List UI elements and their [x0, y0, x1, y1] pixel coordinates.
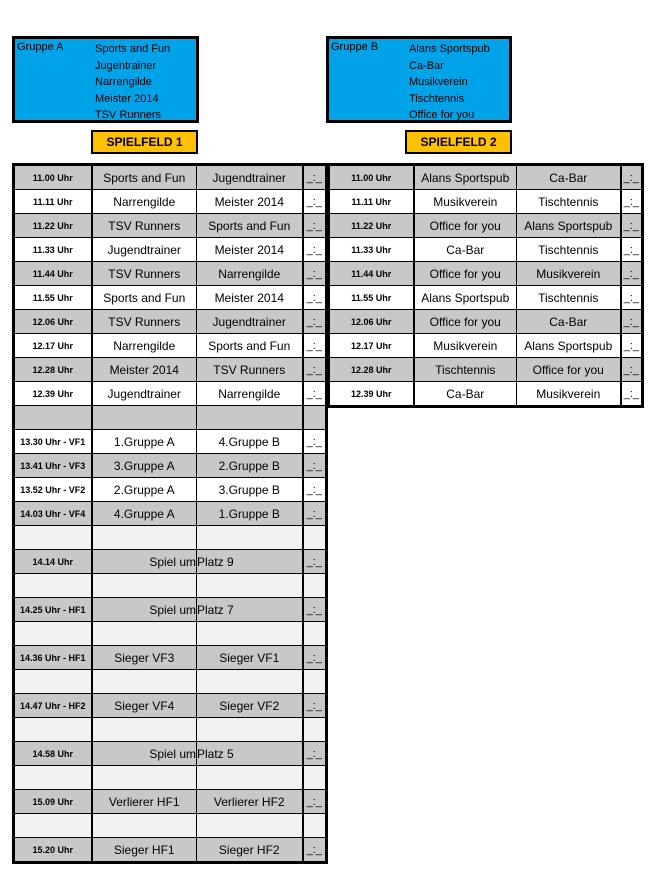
team-1: Narrengilde [92, 334, 197, 358]
empty-cell [303, 814, 327, 838]
score-cell: _:_ [621, 286, 643, 310]
match-row [329, 214, 643, 238]
match-row [14, 478, 327, 502]
team-2: 3.Gruppe B [197, 478, 303, 502]
team-2: 2.Gruppe B [197, 454, 303, 478]
match-time: 12.28 Uhr [14, 358, 92, 382]
match-time: 15.20 Uhr [14, 838, 92, 863]
match-row [329, 262, 643, 286]
score-cell: _:_ [303, 334, 327, 358]
match-time: 12.17 Uhr [14, 334, 92, 358]
match-time: 13.52 Uhr - VF2 [14, 478, 92, 502]
team-2: Tischtennis [517, 238, 621, 262]
team-1: Jugendtrainer [92, 382, 197, 406]
match-time: 12.39 Uhr [14, 382, 92, 406]
match-time: 13.30 Uhr - VF1 [14, 430, 92, 454]
team-1: Verlierer HF1 [92, 790, 197, 814]
team-1: 2.Gruppe A [92, 478, 197, 502]
empty-row [14, 406, 327, 430]
match-row [14, 790, 327, 814]
group-b-team: Musikverein [409, 76, 468, 89]
team-1: Sieger VF4 [92, 694, 197, 718]
team-2: Sieger VF2 [197, 694, 303, 718]
group-a-box [12, 36, 199, 123]
match-row [329, 382, 643, 407]
empty-cell [92, 526, 197, 550]
score-cell: _:_ [621, 165, 643, 190]
match-time: 11.44 Uhr [329, 262, 414, 286]
match-time: 12.06 Uhr [14, 310, 92, 334]
team-2: Verlierer HF2 [197, 790, 303, 814]
team-1: TSV Runners [92, 310, 197, 334]
team-2: Narrengilde [197, 262, 303, 286]
score-cell: _:_ [303, 598, 327, 622]
score-cell: _:_ [303, 478, 327, 502]
score-cell: _:_ [303, 382, 327, 406]
team-1: Spiel um [92, 598, 197, 622]
match-time: 11.11 Uhr [329, 190, 414, 214]
team-2: Alans Sportspub [517, 334, 621, 358]
team-1: Office for you [414, 214, 517, 238]
empty-cell [197, 814, 303, 838]
match-row [14, 430, 327, 454]
team-2: Narrengilde [197, 382, 303, 406]
empty-cell [303, 766, 327, 790]
score-cell: _:_ [303, 165, 327, 190]
team-1: 3.Gruppe A [92, 454, 197, 478]
team-1: TSV Runners [92, 214, 197, 238]
score-cell: _:_ [303, 550, 327, 574]
empty-cell [303, 622, 327, 646]
team-1: Meister 2014 [92, 358, 197, 382]
group-a-team: Meister 2014 [95, 92, 159, 105]
match-row [14, 550, 327, 574]
team-1: Spiel um [92, 550, 197, 574]
group-a-team: Narrengilde [95, 76, 152, 89]
score-cell: _:_ [303, 214, 327, 238]
team-2: Tischtennis [517, 190, 621, 214]
team-2: Meister 2014 [197, 238, 303, 262]
field-1-schedule [12, 163, 328, 864]
match-row [14, 190, 327, 214]
match-time: 14.47 Uhr - HF2 [14, 694, 92, 718]
score-cell: _:_ [621, 382, 643, 407]
empty-cell [14, 670, 92, 694]
score-cell: _:_ [621, 358, 643, 382]
match-time: 14.58 Uhr [14, 742, 92, 766]
match-row [14, 598, 327, 622]
match-time: 11.11 Uhr [14, 190, 92, 214]
empty-cell [197, 622, 303, 646]
team-1: Jugendtrainer [92, 238, 197, 262]
empty-row [14, 814, 327, 838]
match-time: 11.00 Uhr [329, 165, 414, 190]
score-cell: _:_ [621, 190, 643, 214]
score-cell: _:_ [303, 262, 327, 286]
score-cell: _:_ [621, 214, 643, 238]
match-row [329, 238, 643, 262]
match-time: 11.00 Uhr [14, 165, 92, 190]
team-2: Musikverein [517, 262, 621, 286]
empty-cell [92, 766, 197, 790]
team-2: Sports and Fun [197, 214, 303, 238]
empty-cell [92, 574, 197, 598]
empty-cell [303, 406, 327, 430]
team-1: Musikverein [414, 334, 517, 358]
group-a-teams [95, 41, 170, 124]
match-time: 11.33 Uhr [329, 238, 414, 262]
match-row [14, 165, 327, 190]
group-b-team: Ca-Bar [409, 59, 444, 72]
score-cell: _:_ [303, 286, 327, 310]
team-2: Meister 2014 [197, 190, 303, 214]
team-2: Ca-Bar [517, 165, 621, 190]
match-time: 11.22 Uhr [329, 214, 414, 238]
team-1: Sieger VF3 [92, 646, 197, 670]
team-2: Alans Sportspub [517, 214, 621, 238]
empty-cell [197, 766, 303, 790]
team-2: Sieger HF2 [197, 838, 303, 863]
team-2: Office for you [517, 358, 621, 382]
team-2: Platz 9 [197, 550, 303, 574]
empty-cell [14, 718, 92, 742]
team-1: 4.Gruppe A [92, 502, 197, 526]
team-1: Office for you [414, 310, 517, 334]
match-row [14, 358, 327, 382]
score-cell: _:_ [303, 310, 327, 334]
score-cell: _:_ [303, 646, 327, 670]
match-row [329, 334, 643, 358]
match-row [14, 454, 327, 478]
score-cell: _:_ [303, 430, 327, 454]
match-row [14, 238, 327, 262]
empty-cell [197, 406, 303, 430]
empty-cell [14, 526, 92, 550]
match-time: 11.55 Uhr [329, 286, 414, 310]
match-row [14, 838, 327, 863]
match-row [329, 190, 643, 214]
match-time: 12.28 Uhr [329, 358, 414, 382]
group-a-team: Sports and Fun [95, 43, 171, 55]
group-b-team: Office for you [409, 109, 475, 122]
score-cell: _:_ [303, 694, 327, 718]
empty-cell [92, 814, 197, 838]
group-a-name: Gruppe A [17, 41, 64, 53]
match-time: 12.39 Uhr [329, 382, 414, 407]
match-row [329, 286, 643, 310]
empty-cell [92, 718, 197, 742]
team-1: Narrengilde [92, 190, 197, 214]
empty-cell [303, 718, 327, 742]
score-cell: _:_ [303, 190, 327, 214]
match-row [14, 286, 327, 310]
match-row [14, 502, 327, 526]
team-1: Ca-Bar [414, 382, 517, 407]
score-cell: _:_ [621, 334, 643, 358]
team-1: Ca-Bar [414, 238, 517, 262]
match-row [14, 382, 327, 406]
match-row [14, 310, 327, 334]
match-row [14, 214, 327, 238]
field-2-label: SPIELFELD 2 [405, 130, 512, 154]
team-1: Sports and Fun [92, 286, 197, 310]
match-time: 15.09 Uhr [14, 790, 92, 814]
group-b-box [326, 36, 512, 123]
empty-cell [197, 526, 303, 550]
match-time: 12.06 Uhr [329, 310, 414, 334]
match-time: 11.33 Uhr [14, 238, 92, 262]
match-row [14, 742, 327, 766]
group-b-team: Alans Sportspub [409, 43, 490, 55]
team-2: TSV Runners [197, 358, 303, 382]
match-time: 11.44 Uhr [14, 262, 92, 286]
team-1: Tischtennis [414, 358, 517, 382]
group-b-teams [409, 41, 490, 124]
empty-cell [303, 574, 327, 598]
score-cell: _:_ [303, 502, 327, 526]
score-cell: _:_ [303, 838, 327, 863]
team-1: TSV Runners [92, 262, 197, 286]
empty-cell [197, 718, 303, 742]
match-row [14, 262, 327, 286]
match-time: 14.36 Uhr - HF1 [14, 646, 92, 670]
team-2: Tischtennis [517, 286, 621, 310]
empty-cell [197, 670, 303, 694]
team-1: Alans Sportspub [414, 165, 517, 190]
match-time: 11.55 Uhr [14, 286, 92, 310]
empty-cell [92, 670, 197, 694]
empty-cell [197, 574, 303, 598]
score-cell: _:_ [621, 238, 643, 262]
empty-row [14, 622, 327, 646]
empty-cell [92, 622, 197, 646]
team-1: Musikverein [414, 190, 517, 214]
team-1: 1.Gruppe A [92, 430, 197, 454]
team-2: Sieger VF1 [197, 646, 303, 670]
empty-row [14, 670, 327, 694]
team-1: Office for you [414, 262, 517, 286]
match-time: 14.25 Uhr - HF1 [14, 598, 92, 622]
match-time: 14.03 Uhr - VF4 [14, 502, 92, 526]
team-2: 1.Gruppe B [197, 502, 303, 526]
group-a-team: Jugentrainer [95, 59, 157, 72]
score-cell: _:_ [303, 742, 327, 766]
score-cell: _:_ [621, 310, 643, 334]
team-2: Sports and Fun [197, 334, 303, 358]
team-2: Ca-Bar [517, 310, 621, 334]
group-b-name: Gruppe B [331, 41, 379, 53]
field-1-label: SPIELFELD 1 [91, 130, 198, 154]
empty-cell [303, 670, 327, 694]
match-row [329, 165, 643, 190]
team-2: Jugendtrainer [197, 310, 303, 334]
match-time: 12.17 Uhr [329, 334, 414, 358]
empty-cell [14, 406, 92, 430]
score-cell: _:_ [303, 238, 327, 262]
empty-cell [14, 814, 92, 838]
group-a-team: TSV Runners [95, 109, 162, 122]
empty-cell [303, 526, 327, 550]
empty-cell [92, 406, 197, 430]
empty-row [14, 526, 327, 550]
match-row [14, 334, 327, 358]
team-1: Spiel um [92, 742, 197, 766]
team-2: Musikverein [517, 382, 621, 407]
empty-row [14, 766, 327, 790]
match-row [329, 358, 643, 382]
match-row [14, 646, 327, 670]
score-cell: _:_ [303, 454, 327, 478]
team-2: 4.Gruppe B [197, 430, 303, 454]
score-cell: _:_ [303, 790, 327, 814]
empty-cell [14, 574, 92, 598]
team-2: Meister 2014 [197, 286, 303, 310]
empty-cell [14, 766, 92, 790]
match-row [329, 310, 643, 334]
team-1: Alans Sportspub [414, 286, 517, 310]
team-2: Platz 7 [197, 598, 303, 622]
team-2: Platz 5 [197, 742, 303, 766]
match-time: 14.14 Uhr [14, 550, 92, 574]
match-time: 11.22 Uhr [14, 214, 92, 238]
score-cell: _:_ [303, 358, 327, 382]
team-1: Sieger HF1 [92, 838, 197, 863]
empty-row [14, 718, 327, 742]
match-time: 13.41 Uhr - VF3 [14, 454, 92, 478]
match-row [14, 694, 327, 718]
group-b-team: Tischtennis [409, 92, 465, 105]
team-2: Jugendtrainer [197, 165, 303, 190]
score-cell: _:_ [621, 262, 643, 286]
field-2-schedule [327, 163, 644, 408]
team-1: Sports and Fun [92, 165, 197, 190]
empty-row [14, 574, 327, 598]
empty-cell [14, 622, 92, 646]
